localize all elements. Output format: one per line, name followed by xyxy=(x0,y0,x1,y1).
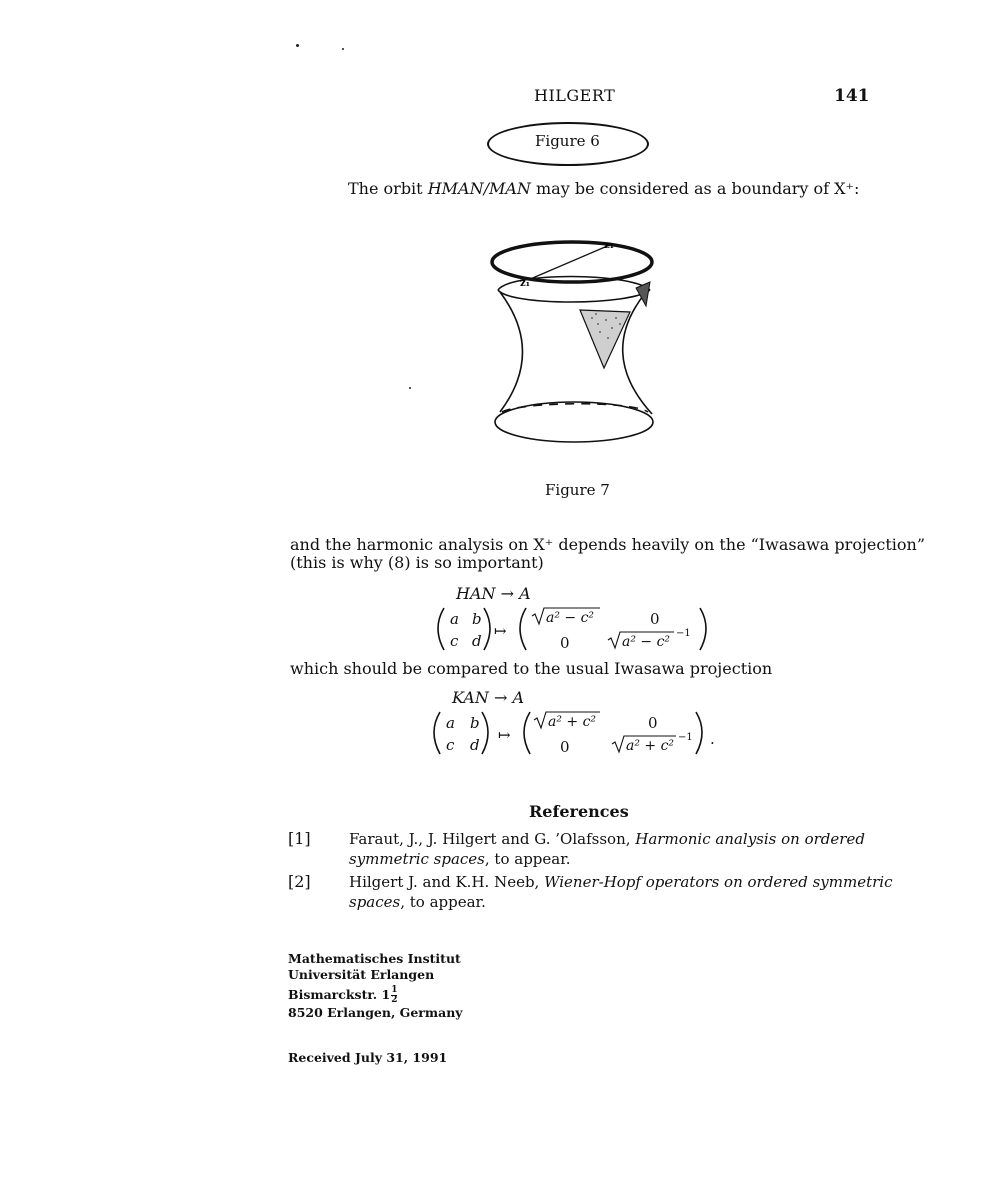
running-header: HILGERT xyxy=(534,86,616,105)
reference-1-line2 xyxy=(349,850,571,868)
body-paragraph-2: (this is why (8) is so important) xyxy=(290,553,544,572)
map2-entry11: a² + c² xyxy=(548,714,597,730)
map1-label: HAN → A xyxy=(456,584,531,603)
map1-entry-d: d xyxy=(472,632,482,650)
orbit-shaded-region xyxy=(580,310,630,368)
address-line-1: Mathematisches Institut xyxy=(288,951,461,966)
figure7-hyperboloid xyxy=(480,232,670,462)
address-fraction-den: 2 xyxy=(391,995,398,1005)
hyperboloid-top-rim-front xyxy=(498,290,650,302)
reference-1-authors: Faraut, J., J. Hilgert and G. ’Olafsson, xyxy=(349,830,636,848)
reference-1-title: Harmonic analysis on ordered xyxy=(635,830,865,848)
disc-chord xyxy=(528,244,612,280)
page-number: 141 xyxy=(834,86,870,106)
address-line-3 xyxy=(288,986,397,1005)
orbit-text-before: The orbit xyxy=(348,179,428,198)
figure6-label: Figure 6 xyxy=(535,132,600,150)
mark-top-right: z₁ xyxy=(604,240,615,251)
reference-1-tail: , to appear. xyxy=(484,850,571,868)
address-street: Bismarckstr. 1 xyxy=(288,987,391,1002)
address-fraction-num: 1 xyxy=(391,985,398,995)
map1-mapsto: ↦ xyxy=(494,622,507,640)
address-line-4: 8520 Erlangen, Germany xyxy=(288,1005,463,1020)
map1-formula xyxy=(430,604,720,654)
map2-end: . xyxy=(710,730,715,748)
reference-2-title-cont: spaces xyxy=(349,893,401,911)
map1-entry-a: a xyxy=(450,610,459,628)
hyperboloid-hidden-edge xyxy=(502,404,648,412)
map1-entry11: a² − c² xyxy=(546,610,595,626)
received-date: Received July 31, 1991 xyxy=(288,1050,448,1065)
map2-mapsto: ↦ xyxy=(498,726,511,744)
map2-exponent: −1 xyxy=(678,732,693,743)
reference-2-tail: , to appear. xyxy=(400,893,486,911)
reference-2-authors: Hilgert J. and K.H. Neeb, xyxy=(349,873,545,891)
orbit-text-after: may be considered as a boundary of X⁺: xyxy=(530,179,860,198)
scan-speck xyxy=(409,387,411,389)
map1-entry21: 0 xyxy=(560,634,570,652)
map1-exponent: −1 xyxy=(676,628,691,639)
hyperboloid-left-side xyxy=(500,292,523,412)
orbit-sentence xyxy=(348,179,859,198)
reference-1-line1 xyxy=(349,830,865,848)
figure7-caption: Figure 7 xyxy=(545,481,610,499)
map2-entry12: 0 xyxy=(648,714,658,732)
scan-speck xyxy=(296,44,299,47)
map2-entry22: a² + c² xyxy=(626,738,675,754)
body-paragraph-1: and the harmonic analysis on X⁺ depends heavily on the “Iwasawa projection” xyxy=(290,535,926,554)
hyperboloid-right-side xyxy=(623,292,652,414)
map2-entry-b: b xyxy=(470,714,480,732)
map2-entry-c: c xyxy=(446,736,455,754)
map2-entry-a: a xyxy=(446,714,455,732)
reference-2-line1 xyxy=(349,873,893,891)
reference-1-title-cont: symmetric spaces xyxy=(349,850,485,868)
address-fraction xyxy=(391,986,397,1005)
reference-1-number: [1] xyxy=(288,829,311,848)
reference-2-number: [2] xyxy=(288,872,311,891)
scan-speck xyxy=(342,48,344,50)
references-heading: References xyxy=(529,802,629,821)
body-paragraph-3: which should be compared to the usual Iwasawa projection xyxy=(290,659,773,678)
map1-entry-b: b xyxy=(472,610,482,628)
map2-label: KAN → A xyxy=(452,688,524,707)
map2-formula xyxy=(426,708,726,760)
map1-entry22: a² − c² xyxy=(622,634,671,650)
address-line-2: Universität Erlangen xyxy=(288,967,435,982)
map2-entry-d: d xyxy=(470,736,480,754)
reference-2-title: Wiener-Hopf operators on ordered symmetric xyxy=(544,873,893,891)
mark-left: z₁ xyxy=(520,278,531,289)
reference-2-line2 xyxy=(349,893,486,911)
map1-entry-c: c xyxy=(450,632,459,650)
map2-entry21: 0 xyxy=(560,738,570,756)
map1-entry12: 0 xyxy=(650,610,660,628)
orbit-name: HMAN/MAN xyxy=(427,179,531,198)
